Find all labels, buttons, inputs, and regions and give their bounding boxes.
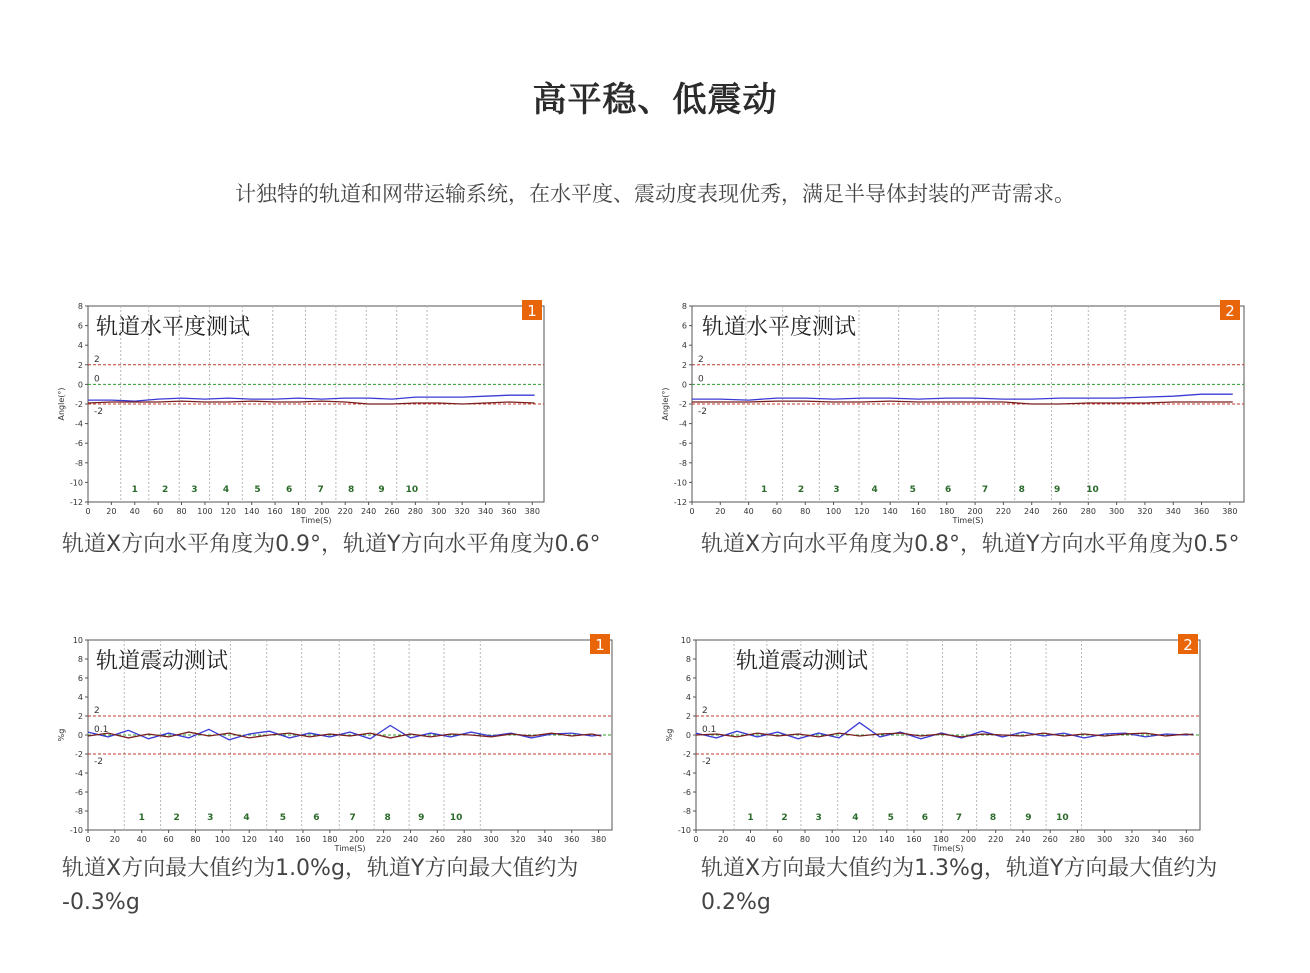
segment-label: 2 <box>781 813 788 823</box>
reference-line-label: 0 <box>94 374 100 385</box>
segment-label: 3 <box>191 485 198 495</box>
x-tick-label: 40 <box>745 835 756 844</box>
x-tick-label: 120 <box>241 835 257 844</box>
x-tick-label: 320 <box>1137 507 1153 516</box>
y-tick-label: 4 <box>685 693 691 702</box>
chart-svg <box>54 300 554 530</box>
y-tick-label: -4 <box>679 419 687 429</box>
y-tick-label: 2 <box>685 712 691 721</box>
y-tick-label: 6 <box>77 674 83 683</box>
reference-line-label: 2 <box>94 354 100 365</box>
x-tick-label: 260 <box>1042 835 1058 844</box>
x-tick-label: 0 <box>85 835 91 844</box>
y-tick-label: 8 <box>685 655 691 664</box>
x-axis-label: Time(S) <box>300 516 332 525</box>
caption-vibration-2 <box>701 852 1217 920</box>
segment-label: 2 <box>173 813 180 823</box>
chart-badge-number: 2 <box>1225 302 1235 320</box>
x-tick-label: 320 <box>1124 835 1140 844</box>
y-tick-label: -8 <box>75 458 83 468</box>
y-tick-label: 2 <box>77 360 83 370</box>
x-tick-label: 340 <box>537 835 553 844</box>
x-tick-label: 200 <box>960 835 977 844</box>
x-tick-label: 80 <box>176 507 187 516</box>
x-tick-label: 120 <box>854 507 870 516</box>
x-tick-label: 180 <box>290 507 307 516</box>
segment-label: 9 <box>1025 813 1032 823</box>
segment-label: 5 <box>909 485 916 495</box>
segment-label: 9 <box>378 485 385 495</box>
x-tick-label: 360 <box>1178 835 1195 844</box>
segment-label: 9 <box>418 813 425 823</box>
segment-label: 10 <box>449 813 463 823</box>
segment-label: 6 <box>285 485 293 495</box>
caption-vibration-1 <box>62 852 578 920</box>
chart-vibration-2 <box>656 634 1216 856</box>
y-tick-label: -4 <box>75 769 83 778</box>
x-axis-label: Time(S) <box>334 844 366 853</box>
x-tick-label: 320 <box>454 507 470 516</box>
x-tick-label: 80 <box>799 835 811 844</box>
caption-vibration-2-line2: 0.2%g <box>701 890 771 915</box>
x-tick-label: 320 <box>510 835 526 844</box>
chart-title: 轨道水平度测试 <box>96 315 251 340</box>
x-tick-label: 0 <box>85 507 91 516</box>
reference-line-label: 2 <box>702 706 708 716</box>
x-tick-label: 60 <box>153 507 164 516</box>
y-tick-label: 6 <box>685 674 691 683</box>
x-tick-label: 100 <box>825 507 842 516</box>
y-tick-label: 0 <box>685 731 691 740</box>
caption-level-1: 轨道X方向水平角度为0.9°，轨道Y方向水平角度为0.6° <box>62 532 601 557</box>
y-tick-label: 6 <box>681 321 687 331</box>
y-tick-label: -12 <box>673 498 687 507</box>
y-tick-label: -8 <box>683 807 691 816</box>
y-tick-label: -2 <box>75 400 83 409</box>
x-tick-label: 280 <box>407 507 424 516</box>
segment-label: 6 <box>921 813 928 823</box>
x-tick-label: 140 <box>268 835 284 844</box>
y-axis-label: %g <box>57 728 66 742</box>
x-tick-label: 20 <box>109 835 120 844</box>
y-tick-label: 10 <box>72 636 83 645</box>
segment-label: 6 <box>313 813 320 823</box>
reference-line-label: 0 <box>698 374 704 385</box>
x-tick-label: 220 <box>995 507 1012 516</box>
x-tick-label: 280 <box>456 835 472 844</box>
y-tick-label: 8 <box>681 302 687 311</box>
caption-vibration-2-line1: 轨道X方向最大值约为1.3%g，轨道Y方向最大值约为 <box>701 856 1218 881</box>
x-tick-label: 80 <box>800 507 811 516</box>
x-tick-label: 20 <box>106 507 117 516</box>
chart-badge-number: 2 <box>1183 636 1193 654</box>
reference-line-label: -2 <box>702 757 711 767</box>
x-tick-label: 100 <box>824 835 840 844</box>
segment-label: 7 <box>955 813 963 823</box>
y-tick-label: 0 <box>681 380 687 390</box>
chart-badge-number: 1 <box>527 302 537 320</box>
reference-line-label: -2 <box>94 407 103 417</box>
y-axis-label: Angle(°) <box>661 387 670 421</box>
x-tick-label: 280 <box>1069 835 1086 844</box>
y-tick-label: 4 <box>77 693 83 702</box>
y-tick-label: 0 <box>77 731 83 740</box>
segment-label: 5 <box>279 813 286 823</box>
x-tick-label: 160 <box>906 835 922 844</box>
page-subtitle: 计独特的轨道和网带运输系统，在水平度、震动度表现优秀，满足半导体封装的严苛需求。 <box>235 182 1075 206</box>
y-tick-label: -6 <box>679 439 687 449</box>
x-tick-label: 160 <box>267 507 283 516</box>
reference-line-label: 0.1 <box>94 725 109 735</box>
x-tick-label: 140 <box>244 507 260 516</box>
x-tick-label: 220 <box>375 835 392 844</box>
x-tick-label: 240 <box>1015 835 1031 844</box>
segment-label: 9 <box>1054 485 1061 495</box>
y-tick-label: 2 <box>77 712 83 721</box>
x-tick-label: 0 <box>689 507 695 516</box>
chart-level-1 <box>54 300 554 530</box>
chart-title: 轨道震动测试 <box>96 649 229 674</box>
x-tick-label: 40 <box>136 835 147 844</box>
chart-title: 轨道震动测试 <box>736 649 869 674</box>
x-tick-label: 20 <box>715 507 726 516</box>
x-tick-label: 60 <box>163 835 174 844</box>
x-tick-label: 380 <box>1222 507 1238 516</box>
x-tick-label: 140 <box>882 507 898 516</box>
y-tick-label: -6 <box>75 788 83 797</box>
segment-label: 6 <box>945 485 952 495</box>
x-tick-label: 40 <box>129 507 140 516</box>
x-tick-label: 360 <box>501 507 517 516</box>
segment-label: 3 <box>833 485 840 495</box>
segment-label: 10 <box>1086 485 1099 495</box>
x-tick-label: 360 <box>564 835 580 844</box>
segment-label: 7 <box>317 485 324 495</box>
x-tick-label: 380 <box>524 507 540 516</box>
x-tick-label: 40 <box>743 507 754 516</box>
x-tick-label: 300 <box>431 507 447 516</box>
x-tick-label: 280 <box>1080 507 1096 516</box>
y-tick-label: -2 <box>75 750 83 759</box>
y-tick-label: -12 <box>69 498 83 507</box>
segment-label: 10 <box>405 485 419 495</box>
x-tick-label: 100 <box>197 507 213 516</box>
x-tick-label: 240 <box>360 507 377 516</box>
reference-line-label: -2 <box>698 407 707 417</box>
y-axis-label: %g <box>665 728 674 742</box>
segment-label: 2 <box>162 485 169 495</box>
x-tick-label: 300 <box>1108 507 1125 516</box>
x-tick-label: 200 <box>967 507 983 516</box>
segment-label: 5 <box>887 813 894 823</box>
x-tick-label: 260 <box>429 835 445 844</box>
x-tick-label: 100 <box>214 835 230 844</box>
segment-label: 4 <box>852 813 859 823</box>
y-tick-label: 0 <box>77 380 83 390</box>
segment-label: 7 <box>349 813 356 823</box>
y-tick-label: -10 <box>69 826 83 835</box>
x-tick-label: 260 <box>384 507 400 516</box>
y-tick-label: -10 <box>677 826 691 835</box>
x-axis-label: Time(S) <box>952 516 984 525</box>
segment-label: 8 <box>1018 485 1025 495</box>
chart-svg <box>656 300 1256 530</box>
segment-label: 1 <box>131 485 138 495</box>
x-tick-label: 20 <box>718 835 729 844</box>
page-title: 高平稳、低震动 <box>532 80 778 120</box>
segment-label: 5 <box>254 485 261 495</box>
chart-svg <box>656 634 1216 856</box>
x-tick-label: 340 <box>1165 507 1181 516</box>
y-tick-label: -4 <box>75 419 83 429</box>
x-tick-label: 380 <box>590 835 607 844</box>
y-tick-label: -8 <box>75 807 83 816</box>
x-tick-label: 300 <box>1097 835 1113 844</box>
chart-level-2 <box>656 300 1256 530</box>
segment-label: 3 <box>815 813 822 823</box>
reference-line-label: -2 <box>94 757 103 767</box>
segment-label: 2 <box>797 485 805 495</box>
x-tick-label: 160 <box>295 835 311 844</box>
y-tick-label: 4 <box>681 341 687 351</box>
y-tick-label: -8 <box>679 458 687 468</box>
chart-title: 轨道水平度测试 <box>702 315 857 340</box>
x-tick-label: 340 <box>1151 835 1167 844</box>
segment-label: 1 <box>761 485 768 495</box>
segment-label: 4 <box>222 485 230 495</box>
x-tick-label: 300 <box>483 835 499 844</box>
caption-vibration-1-line1: 轨道X方向最大值约为1.0%g，轨道Y方向最大值约为 <box>62 856 579 881</box>
x-tick-label: 180 <box>939 507 955 516</box>
segment-label: 1 <box>138 813 145 823</box>
x-tick-label: 60 <box>772 835 783 844</box>
x-tick-label: 140 <box>879 835 895 844</box>
segment-label: 10 <box>1056 813 1069 823</box>
x-tick-label: 80 <box>190 835 201 844</box>
chart-badge-number: 1 <box>595 636 605 654</box>
x-tick-label: 200 <box>349 835 365 844</box>
x-tick-label: 360 <box>1193 507 1210 516</box>
x-tick-label: 340 <box>477 507 494 516</box>
segment-label: 1 <box>747 813 754 823</box>
segment-label: 8 <box>384 813 391 823</box>
segment-label: 4 <box>243 813 250 823</box>
chart-vibration-1 <box>52 634 622 856</box>
x-tick-label: 120 <box>851 835 868 844</box>
x-tick-label: 60 <box>771 507 783 516</box>
x-tick-label: 240 <box>1024 507 1040 516</box>
y-tick-label: -6 <box>683 788 691 797</box>
segment-label: 7 <box>981 485 989 495</box>
y-tick-label: -2 <box>679 400 687 409</box>
chart-svg <box>52 634 622 856</box>
y-tick-label: 4 <box>77 341 83 351</box>
y-tick-label: -10 <box>673 478 687 488</box>
y-tick-label: -2 <box>683 750 691 759</box>
segment-label: 8 <box>347 485 355 495</box>
x-tick-label: 240 <box>402 835 419 844</box>
caption-vibration-1-line2: -0.3%g <box>62 890 140 915</box>
segment-label: 8 <box>989 813 997 823</box>
segment-label: 4 <box>871 485 878 495</box>
x-tick-label: 200 <box>314 507 330 516</box>
reference-line-label: 2 <box>698 354 704 365</box>
x-tick-label: 0 <box>693 835 699 844</box>
x-tick-label: 120 <box>220 507 236 516</box>
y-axis-label: Angle(°) <box>57 387 66 421</box>
y-tick-label: 8 <box>77 302 83 311</box>
y-tick-label: -10 <box>69 478 83 488</box>
reference-line-label: 2 <box>94 706 100 716</box>
y-tick-label: 6 <box>77 321 83 331</box>
caption-level-2: 轨道X方向水平角度为0.8°，轨道Y方向水平角度为0.5° <box>701 532 1240 557</box>
y-tick-label: 2 <box>681 360 687 370</box>
y-tick-label: 10 <box>680 636 691 645</box>
x-tick-label: 180 <box>933 835 949 844</box>
x-tick-label: 220 <box>337 507 353 516</box>
reference-line-label: 0.1 <box>702 725 717 735</box>
y-tick-label: -6 <box>75 439 83 449</box>
y-tick-label: -4 <box>683 769 691 778</box>
x-tick-label: 160 <box>910 507 927 516</box>
segment-label: 3 <box>207 813 214 823</box>
y-tick-label: 8 <box>77 655 83 664</box>
x-tick-label: 220 <box>988 835 1004 844</box>
x-tick-label: 260 <box>1052 507 1068 516</box>
x-tick-label: 180 <box>322 835 338 844</box>
x-axis-label: Time(S) <box>932 844 964 853</box>
